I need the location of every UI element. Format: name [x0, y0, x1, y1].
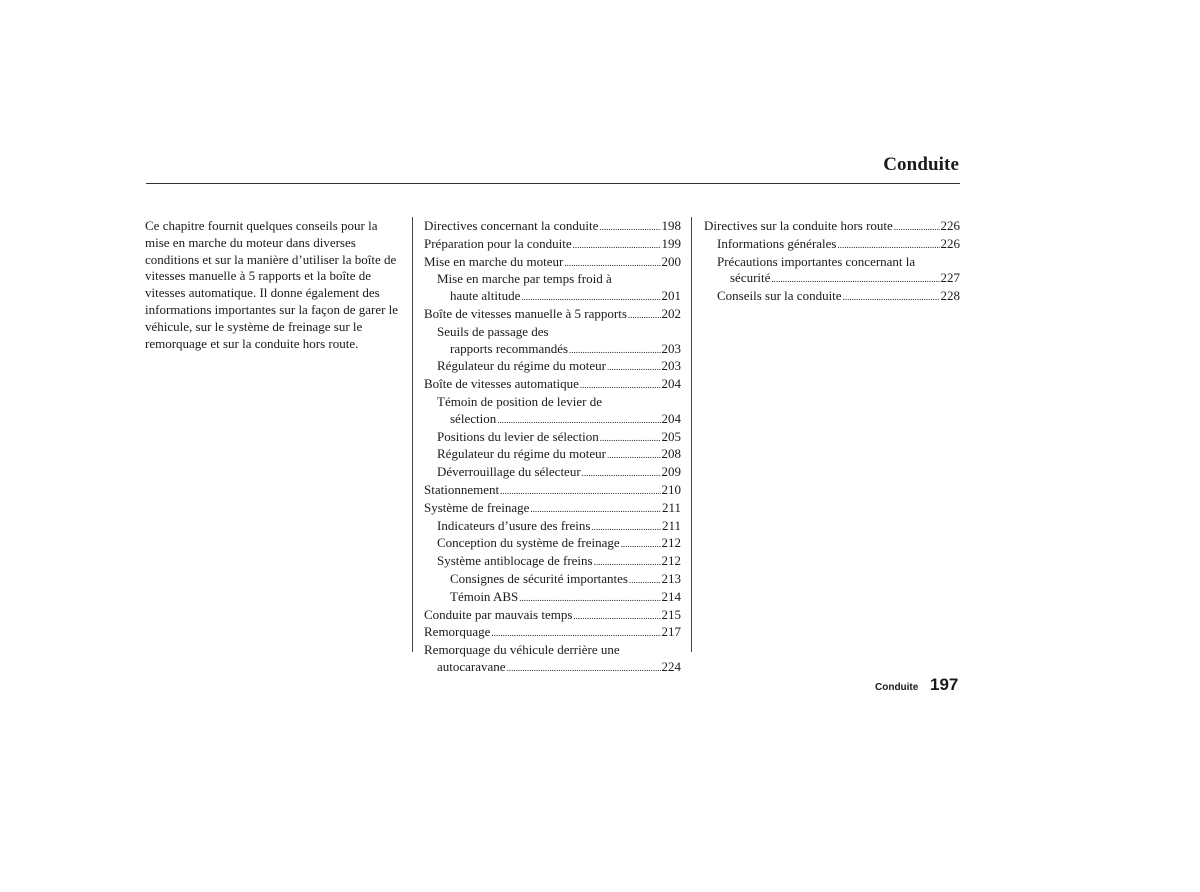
toc-entry-title: Mise en marche par temps froid à — [437, 271, 612, 287]
toc-leader-dots — [530, 501, 661, 518]
toc-entry[interactable] — [704, 254, 960, 271]
toc-leader-dots — [573, 237, 661, 254]
toc-leader-dots — [500, 483, 660, 500]
toc-entry[interactable] — [424, 429, 681, 447]
toc-entry-title: Témoin ABS — [450, 588, 519, 604]
toc-entry-page: 205 — [661, 428, 681, 444]
toc-entry-title: haute altitude — [450, 288, 521, 304]
toc-entry-title: Directives sur la conduite hors route — [704, 218, 893, 233]
toc-entry-title: Conduite par mauvais temps — [424, 606, 573, 622]
toc-entry-title: Seuils de passage des — [437, 323, 549, 339]
toc-entry-title: Déverrouillage du sélecteur — [437, 464, 581, 480]
toc-entry-title: Témoin de position de levier de — [437, 393, 602, 409]
toc-entry[interactable] — [704, 236, 960, 254]
toc-entry-title: Système de freinage — [424, 499, 530, 515]
toc-entry[interactable] — [424, 571, 681, 589]
toc-leader-dots — [843, 289, 940, 306]
toc-entry[interactable] — [424, 341, 681, 359]
toc-leader-dots — [599, 219, 660, 236]
toc-middle-column — [424, 218, 681, 677]
toc-entry[interactable] — [424, 306, 681, 324]
footer-section-label: Conduite — [875, 682, 919, 693]
toc-entry[interactable] — [704, 270, 960, 288]
toc-entry-page: 224 — [661, 658, 681, 674]
toc-entry-page: 226 — [940, 235, 960, 251]
toc-leader-dots — [629, 572, 661, 589]
toc-entry-page: 209 — [661, 464, 681, 480]
toc-entry-title: Positions du levier de sélection — [437, 428, 599, 444]
toc-entry-title: Boîte de vitesses manuelle à 5 rapports — [424, 305, 627, 321]
toc-entry[interactable] — [424, 589, 681, 607]
toc-entry-page: 214 — [661, 588, 681, 604]
toc-entry-page: 204 — [661, 410, 681, 426]
toc-entry[interactable] — [424, 642, 681, 659]
toc-entry[interactable] — [424, 271, 681, 288]
toc-entry[interactable] — [704, 218, 960, 236]
toc-entry[interactable] — [424, 659, 681, 677]
toc-entry-page: 200 — [661, 253, 681, 269]
footer-page-number: 197 — [930, 675, 959, 694]
toc-leader-dots — [894, 219, 940, 236]
toc-entry-title: rapports recommandés — [450, 340, 569, 356]
toc-entry-page: 211 — [661, 517, 681, 533]
toc-entry-title: sélection — [450, 410, 497, 426]
toc-entry[interactable] — [424, 446, 681, 464]
toc-entry-page: 213 — [661, 570, 681, 586]
toc-entry-title: Remorquage du véhicule derrière une — [424, 642, 620, 658]
toc-leader-dots — [607, 359, 661, 376]
toc-entry[interactable] — [424, 624, 681, 642]
toc-entry-page: 204 — [661, 376, 681, 392]
toc-leader-dots — [600, 430, 661, 447]
toc-entry[interactable] — [424, 464, 681, 482]
toc-entry[interactable] — [424, 394, 681, 411]
toc-entry[interactable] — [424, 535, 681, 553]
toc-entry-title: Préparation pour la conduite — [424, 235, 572, 251]
toc-entry-title: Consignes de sécurité importantes — [450, 570, 628, 586]
column-divider-left — [412, 217, 413, 652]
toc-entry[interactable] — [424, 236, 681, 254]
toc-entry-page: 227 — [940, 270, 960, 286]
toc-entry-page: 212 — [661, 535, 681, 551]
toc-leader-dots — [628, 307, 661, 324]
toc-leader-dots — [594, 554, 661, 571]
toc-entry[interactable] — [424, 411, 681, 429]
toc-entry-page: 198 — [661, 218, 681, 233]
column-divider-right — [691, 217, 692, 652]
toc-entry[interactable] — [704, 288, 960, 306]
toc-entry[interactable] — [424, 607, 681, 625]
toc-entry-page: 215 — [661, 606, 681, 622]
toc-entry[interactable] — [424, 254, 681, 272]
toc-entry-title: Informations générales — [717, 235, 837, 251]
toc-entry-page: 226 — [940, 218, 960, 233]
toc-entry[interactable] — [424, 482, 681, 500]
toc-leader-dots — [771, 271, 939, 288]
toc-entry-title: Indicateurs d’usure des freins — [437, 517, 591, 533]
toc-entry-title: Stationnement — [424, 481, 500, 497]
toc-entry-title: Boîte de vitesses automatique — [424, 376, 579, 392]
toc-entry[interactable] — [424, 288, 681, 306]
toc-leader-dots — [582, 465, 661, 482]
toc-entry-page: 202 — [661, 305, 681, 321]
toc-entry-title: Système antiblocage de freins — [437, 553, 593, 569]
toc-leader-dots — [564, 255, 660, 272]
page-title: Conduite — [883, 154, 959, 175]
toc-entry-page: 199 — [661, 235, 681, 251]
toc-entry-title: Conseils sur la conduite — [717, 288, 842, 304]
toc-entry-page: 208 — [661, 446, 681, 462]
toc-entry[interactable] — [424, 218, 681, 236]
toc-leader-dots — [607, 447, 661, 464]
toc-leader-dots — [521, 289, 660, 306]
toc-entry-title: Directives concernant la conduite — [424, 218, 599, 233]
toc-leader-dots — [591, 519, 661, 536]
toc-entry-page: 211 — [661, 499, 681, 515]
toc-entry[interactable] — [424, 553, 681, 571]
toc-leader-dots — [497, 412, 660, 429]
toc-entry-title: autocaravane — [437, 658, 506, 674]
toc-leader-dots — [837, 237, 939, 254]
toc-leader-dots — [621, 536, 661, 553]
toc-entry-page: 201 — [661, 288, 681, 304]
toc-entry-page: 217 — [661, 624, 681, 640]
title-rule — [146, 183, 960, 184]
toc-right-column — [704, 218, 960, 306]
toc-entry-page: 203 — [661, 358, 681, 374]
toc-leader-dots — [573, 608, 660, 625]
intro-paragraph: Ce chapitre fournit quelques conseils pour la mise en marche du moteur dans diverses conditions et sur la manière d’utiliser la boîte de vitesses manuelle à 5 rapports et la boîte de vitesses automatique. Il donne également des informations importantes sur la façon de garer le véhicule, sur le système de freinage sur le remorquage et sur la conduite hors route. — [145, 218, 399, 351]
toc-leader-dots — [580, 377, 661, 394]
toc-entry-title: Remorquage — [424, 624, 491, 640]
toc-leader-dots — [519, 590, 660, 607]
toc-leader-dots — [569, 342, 660, 359]
toc-entry-title: Régulateur du régime du moteur — [437, 358, 606, 374]
toc-entry[interactable] — [424, 376, 681, 394]
toc-entry-title: Régulateur du régime du moteur — [437, 446, 606, 462]
toc-entry[interactable] — [424, 358, 681, 376]
toc-entry-title: Conception du système de freinage — [437, 535, 620, 551]
toc-entry[interactable] — [424, 324, 681, 341]
toc-entry-title: Mise en marche du moteur — [424, 253, 564, 269]
toc-entry-page: 228 — [940, 288, 960, 304]
toc-entry-page: 203 — [661, 340, 681, 356]
toc-entry-title: Précautions importantes concernant la — [717, 253, 916, 269]
toc-entry[interactable] — [424, 518, 681, 536]
toc-entry-page: 210 — [661, 481, 681, 497]
toc-leader-dots — [491, 625, 660, 642]
toc-entry-page: 212 — [661, 553, 681, 569]
toc-entry[interactable] — [424, 500, 681, 518]
toc-entry-title: sécurité — [730, 270, 771, 286]
toc-leader-dots — [507, 660, 661, 677]
